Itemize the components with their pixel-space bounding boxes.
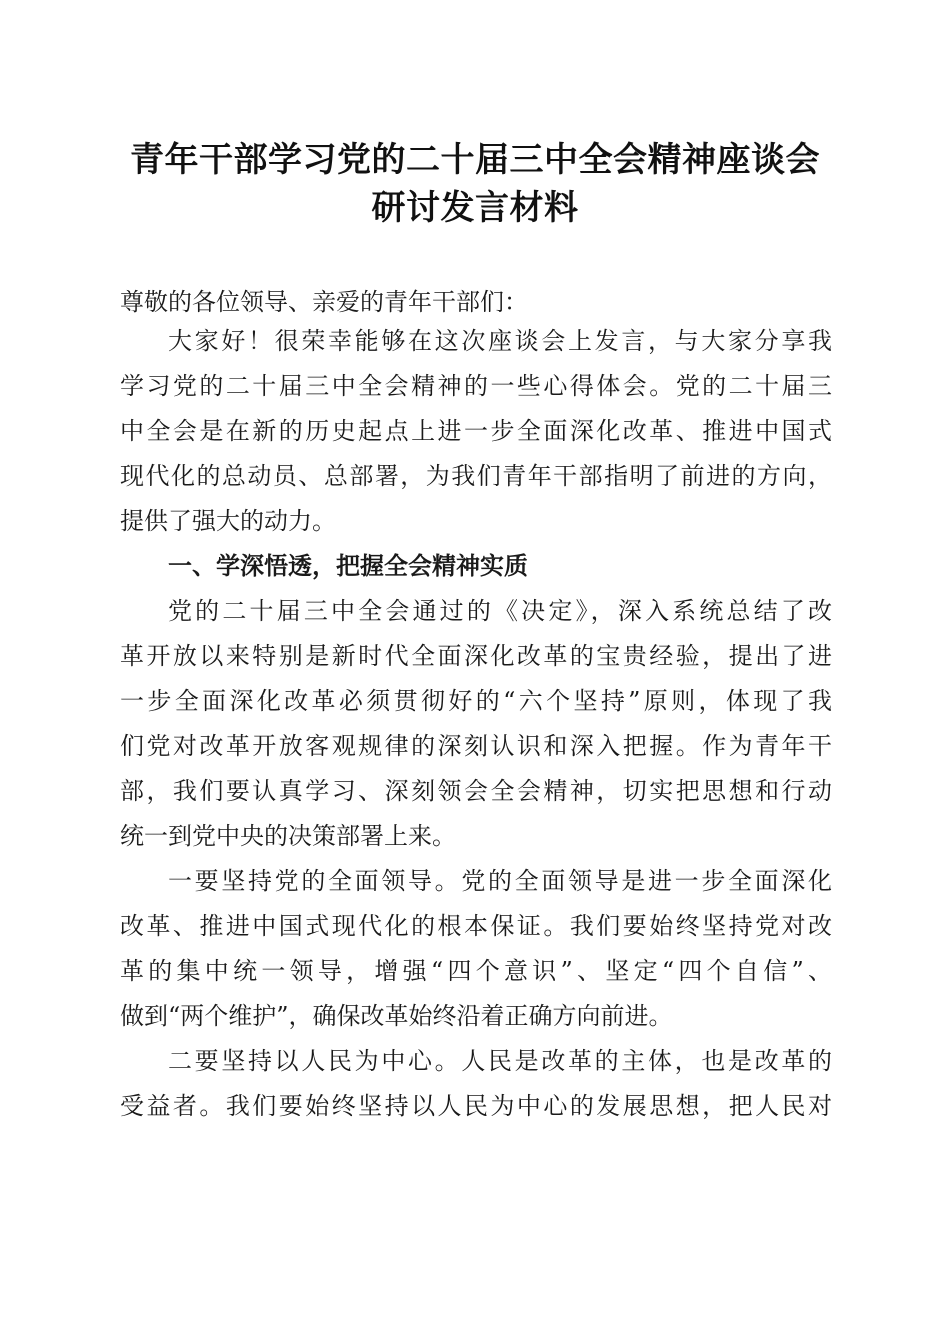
- paragraph-line: 革开放以来特别是新时代全面深化改革的宝贵经验，提出了进: [120, 642, 832, 670]
- paragraph-line: 们党对改革开放客观规律的深刻认识和深入把握。作为青年干: [120, 732, 832, 760]
- paragraph-line: 一要坚持党的全面领导。党的全面领导是进一步全面深化: [168, 867, 832, 895]
- paragraph-line: 部，我们要认真学习、深刻领会全会精神，切实把思想和行动: [120, 777, 832, 805]
- paragraph-line: 党的二十届三中全会通过的《决定》，深入系统总结了改: [168, 597, 832, 625]
- document-title-line-1: 青年干部学习党的二十届三中全会精神座谈会: [130, 140, 820, 180]
- paragraph-line: 提供了强大的动力。: [120, 507, 336, 535]
- paragraph-line: 中全会是在新的历史起点上进一步全面深化改革、推进中国式: [120, 417, 832, 445]
- paragraph-line: 学习党的二十届三中全会精神的一些心得体会。党的二十届三: [120, 372, 832, 400]
- document-title-line-2: 研讨发言材料: [371, 188, 579, 228]
- paragraph-line: 革的集中统一领导，增强“四个意识”、坚定“四个自信”、: [120, 957, 832, 985]
- paragraph-line: 改革、推进中国式现代化的根本保证。我们要始终坚持党对改: [120, 912, 832, 940]
- paragraph-line: 统一到党中央的决策部署上来。: [120, 822, 456, 850]
- section-heading: 一、学深悟透，把握全会精神实质: [168, 552, 528, 580]
- salutation: 尊敬的各位领导、亲爱的青年干部们：: [120, 288, 528, 316]
- paragraph-line: 二要坚持以人民为中心。人民是改革的主体，也是改革的: [168, 1047, 832, 1075]
- paragraph-line: 现代化的总动员、总部署，为我们青年干部指明了前进的方向，: [120, 462, 832, 490]
- paragraph-line: 做到“两个维护”，确保改革始终沿着正确方向前进。: [120, 1002, 673, 1030]
- paragraph-line: 一步全面深化改革必须贯彻好的“六个坚持”原则，体现了我: [120, 687, 832, 715]
- paragraph-line: 受益者。我们要始终坚持以人民为中心的发展思想，把人民对: [120, 1092, 832, 1120]
- paragraph-line: 大家好！很荣幸能够在这次座谈会上发言，与大家分享我: [168, 327, 832, 355]
